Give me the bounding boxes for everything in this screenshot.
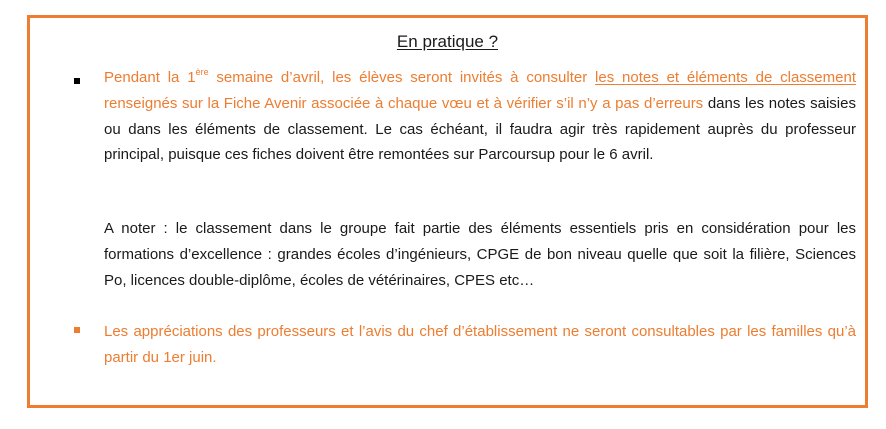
bullet-paragraph-fiche-avenir — [104, 65, 856, 168]
box-title: En pratique ? — [396, 32, 499, 51]
bullet-square-icon — [74, 78, 80, 84]
note-text: le classement dans le groupe fait partie des éléments essentiels pris en considération pour les formations d’excellence : grandes écoles d’ingénieurs, CPGE de bon niveau quelle que soit la filière, Sciences Po, licences double-diplôme, écoles de vétérinaires, CPES etc… — [104, 220, 856, 289]
note-label: A noter : — [104, 220, 176, 237]
info-box — [27, 15, 868, 408]
note-paragraph — [104, 216, 856, 293]
notes-classement-link[interactable]: les notes et éléments de classement — [595, 69, 856, 86]
bullet-rest-text: dans les notes saisies ou dans les éléments de classement. Le cas échéant, il faudra agir très rapidement auprès du professeur principal, puisque ces fiches doivent être remontées sur Parcoursup pour le 6 avril. — [104, 94, 856, 164]
bullet-square-icon — [74, 327, 80, 333]
bullet-lead-text: Pendant la 1ère semaine d’avril, les élèves seront invités à consulter les notes et éléments de classement renseignés sur la Fiche Avenir associée à chaque vœu et à vérifier s’il n’y a pas d’erreurs — [104, 67, 856, 112]
bullet-paragraph-appreciations: Les appréciations des professeurs et l’avis du chef d’établissement ne seront consultables par les familles qu’à partir du 1er juin. — [104, 323, 856, 366]
